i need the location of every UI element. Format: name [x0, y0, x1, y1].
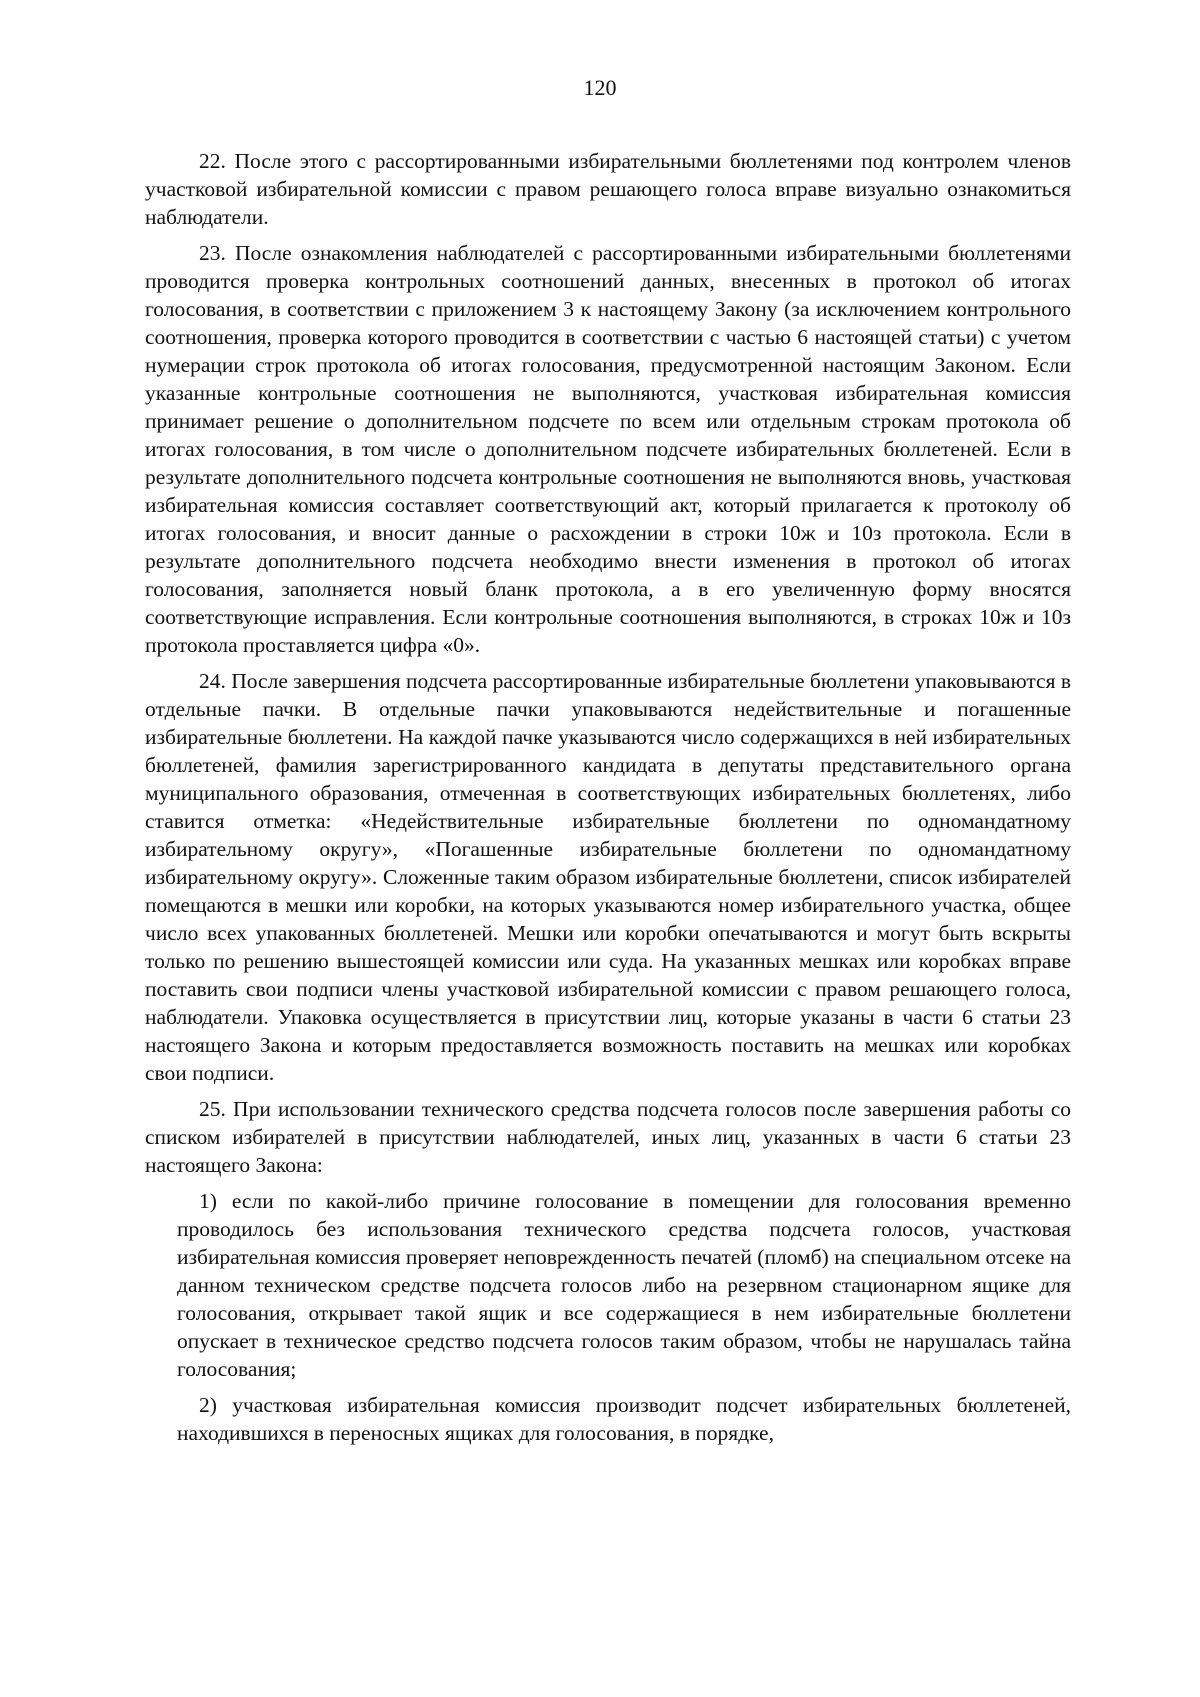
paragraph-25: 25. При использовании технического средства подсчета голосов после завершения работы со списком избирателей в присутствии наблюдателей, иных лиц, указанных в части 6 статьи 23 настоящего Закона: [145, 1097, 1071, 1177]
document-body [145, 147, 1071, 1455]
paragraph-23: 23. После ознакомления наблюдателей с рассортированными избирательными бюллетенями проводится проверка контрольных соотношений данных, внесенных в протокол об итогах голосования, в соответствии с приложением 3 к настоящему Закону (за исключением контрольного соотношения, проверка которого проводится в соответствии с частью 6 настоящей статьи) с учетом нумерации строк протокола об итогах голосования, предусмотренной настоящим Законом. Если указанные контрольные соотношения не выполняются, участковая избирательная комиссия принимает решение о дополнительном подсчете по всем или отдельным строкам протокола об итогах голосования, в том числе о дополнительном подсчете избирательных бюллетеней. Если в результате дополнительного подсчета контрольные соотношения не выполняются вновь, участковая избирательная комиссия составляет соответствующий акт, который прилагается к протоколу об итогах голосования, и вносит данные о расхождении в строки 10ж и 10з протокола. Если в результате дополнительного подсчета необходимо внести изменения в протокол об итогах голосования, заполняется новый бланк протокола, а в его увеличенную форму вносятся соответствующие исправления. Если контрольные соотношения выполняются, в строках 10ж и 10з протокола проставляется цифра «0». [145, 241, 1071, 657]
paragraph-22: 22. После этого с рассортированными избирательными бюллетенями под контролем членов участковой избирательной комиссии с правом решающего голоса вправе визуально ознакомиться наблюдатели. [145, 149, 1071, 229]
subitem-1: 1) если по какой-либо причине голосование в помещении для голосования временно проводилось без использования технического средства подсчета голосов, участковая избирательная комиссия проверяет неповрежденность печатей (пломб) на специальном отсеке на данном техническом средстве подсчета голосов либо на резервном стационарном ящике для голосования, открывает такой ящик и все содержащиеся в нем избирательные бюллетени опускает в техническое средство подсчета голосов таким образом, чтобы не нарушалась тайна голосования; [177, 1189, 1071, 1381]
paragraph-24: 24. После завершения подсчета рассортированные избирательные бюллетени упаковываются в отдельные пачки. В отдельные пачки упаковываются недействительные и погашенные избирательные бюллетени. На каждой пачке указываются число содержащихся в ней избирательных бюллетеней, фамилия зарегистрированного кандидата в депутаты представительного органа муниципального образования, отмеченная в соответствующих избирательных бюллетенях, либо ставится отметка: «Недействительные избирательные бюллетени по одномандатному избирательному округу», «Погашенные избирательные бюллетени по одномандатному избирательному округу». Сложенные таким образом избирательные бюллетени, список избирателей помещаются в мешки или коробки, на которых указываются номер избирательного участка, общее число всех упакованных бюллетеней. Мешки или коробки опечатываются и могут быть вскрыты только по решению вышестоящей комиссии или суда. На указанных мешках или коробках вправе поставить свои подписи члены участковой избирательной комиссии с правом решающего голоса, наблюдатели. Упаковка осуществляется в присутствии лиц, которые указаны в части 6 статьи 23 настоящего Закона и которым предоставляется возможность поставить на мешках или коробках свои подписи. [145, 669, 1071, 1085]
subitem-2: 2) участковая избирательная комиссия производит подсчет избирательных бюллетеней, находившихся в переносных ящиках для голосования, в порядке, [177, 1393, 1071, 1445]
page-number: 120 [583, 75, 617, 100]
